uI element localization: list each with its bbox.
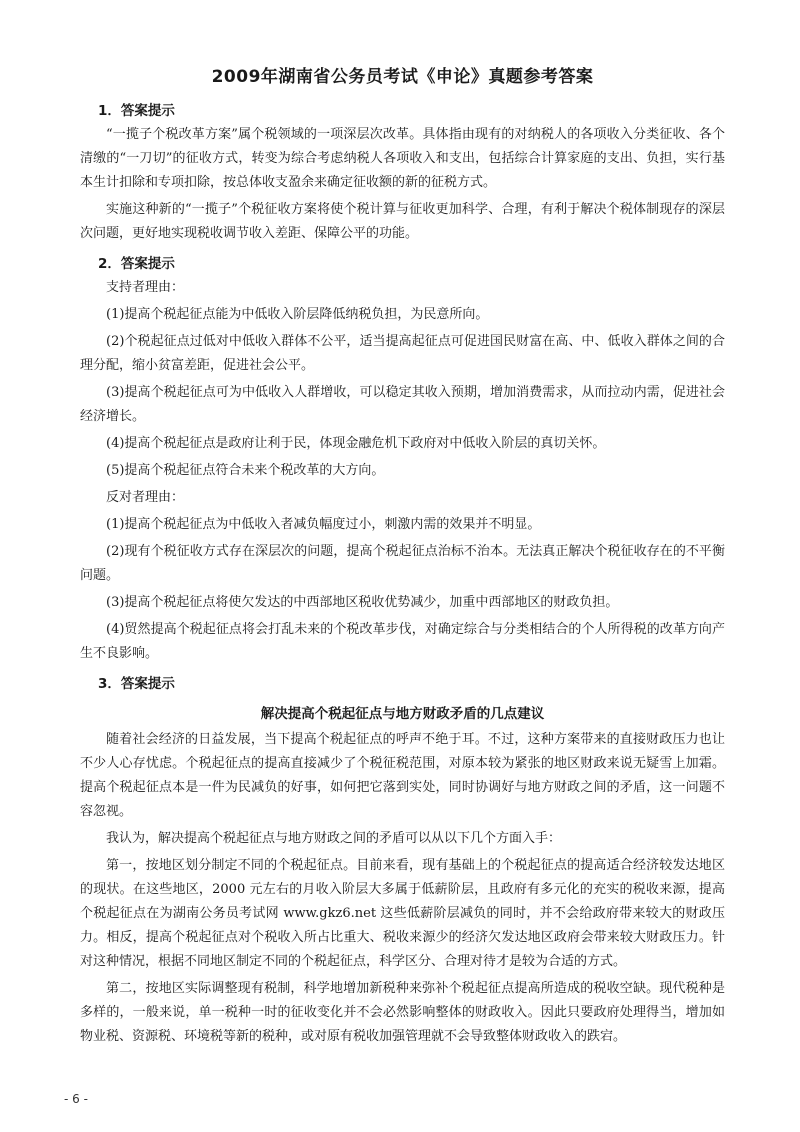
- support-item: (2)个税起征点过低对中低收入群体不公平，适当提高起征点可促进国民财富在高、中、低收入群体之间的合理分配，缩小贫富差距，促进社会公平。: [80, 334, 725, 373]
- essay-paragraph: 我认为，解决提高个税起征点与地方财政之间的矛盾可以从以下几个方面入手：: [106, 831, 562, 846]
- page-title: 2009年湖南省公务员考试《申论》真题参考答案: [211, 67, 594, 87]
- essay-paragraph: 随着社会经济的日益发展，当下提高个税起征点的呼声不绝于耳。不过，这种方案带来的直接财政压力也让不少人心存忧虑。个税起征点的提高直接减少了个税征税范围，对原本较为紧张的地区财政来说无疑雪上加霜。提高个税起征点本是一件为民减负的好事，如何把它落到实处，同时协调好与地方财政之间的矛盾，这一问题不容忽视。: [80, 732, 725, 819]
- section-1-paragraph: “一揽子个税改革方案”属个税领域的一项深层次改革。具体指由现有的对纳税人的各项收入分类征收、各个清缴的“一刀切”的征收方式，转变为综合考虑纳税人各项收入和支出，包括综合计算家庭的支出、负担，实行基本生计扣除和专项扣除，按总体收支盈余来确定征收额的新的征税方式。: [80, 127, 725, 190]
- support-item: (5)提高个税起征点符合未来个税改革的大方向。: [106, 463, 385, 478]
- document-page: [80, 62, 725, 1052]
- essay-paragraph: 第二，按地区实际调整现有税制，科学地增加新税种来弥补个税起征点提高所造成的税收空缺。现代税种是多样的，一般来说，单一税种一时的征收变化并不会必然影响整体的财政收入。因此只要政府处理得当，增加如物业税、资源税、环境税等新的税种，或对原有税收加强管理就不会导致整体财政收入的跌宕。: [80, 981, 725, 1044]
- oppose-item: (2)现有个税征收方式存在深层次的问题，提高个税起征点治标不治本。无法真正解决个税征收存在的不平衡问题。: [80, 544, 725, 583]
- support-item: (3)提高个税起征点可为中低收入人群增收，可以稳定其收入预期，增加消费需求，从而拉动内需，促进社会经济增长。: [80, 385, 725, 424]
- oppose-item: (1)提高个税起征点为中低收入者减负幅度过小，刺激内需的效果并不明显。: [106, 517, 541, 532]
- essay-title: 解决提高个税起征点与地方财政矛盾的几点建议: [260, 706, 545, 722]
- support-label: 支持者理由：: [106, 280, 185, 295]
- section-1-heading: 1．答案提示: [98, 103, 175, 119]
- section-1-paragraph: 实施这种新的“一揽子”个税征收方案将使个税计算与征收更加科学、合理，有利于解决个税体制现存的深层次问题，更好地实现税收调节收入差距、保障公平的功能。: [80, 202, 725, 241]
- support-item: (1)提高个税起征点能为中低收入阶层降低纳税负担，为民意所向。: [106, 307, 489, 322]
- section-2-heading: 2．答案提示: [98, 256, 175, 272]
- oppose-item: (3)提高个税起征点将使欠发达的中西部地区税收优势减少，加重中西部地区的财政负担。: [106, 595, 619, 610]
- section-3-heading: 3．答案提示: [98, 676, 175, 692]
- oppose-item: (4)贸然提高个税起征点将会打乱未来的个税改革步伐，对确定综合与分类相结合的个人所得税的改革方向产生不良影响。: [80, 622, 725, 661]
- support-item: (4)提高个税起征点是政府让利于民，体现金融危机下政府对中低收入阶层的真切关怀。: [106, 436, 606, 451]
- page-number: - 6 -: [64, 1092, 88, 1106]
- essay-paragraph: 第一，按地区划分制定不同的个税起征点。目前来看，现有基础上的个税起征点的提高适合经济较发达地区的现状。在这些地区，2000 元左右的月收入阶层大多属于低薪阶层，且政府有多元化的充实的税收来源，提高个税起征点在为湖南公务员考试网 www.gkz6.net 这些低薪阶层减负的同时，并不会给政府带来较大的财政压力。相反，提高个税起征点对个税收入所占比重大、税收来源少的经济欠发达地区政府会带来较大财政压力。针对这种情况，根据不同地区制定不同的个税起征点，科学区分、合理对待才是较为合适的方式。: [80, 858, 725, 969]
- oppose-label: 反对者理由：: [106, 490, 185, 505]
